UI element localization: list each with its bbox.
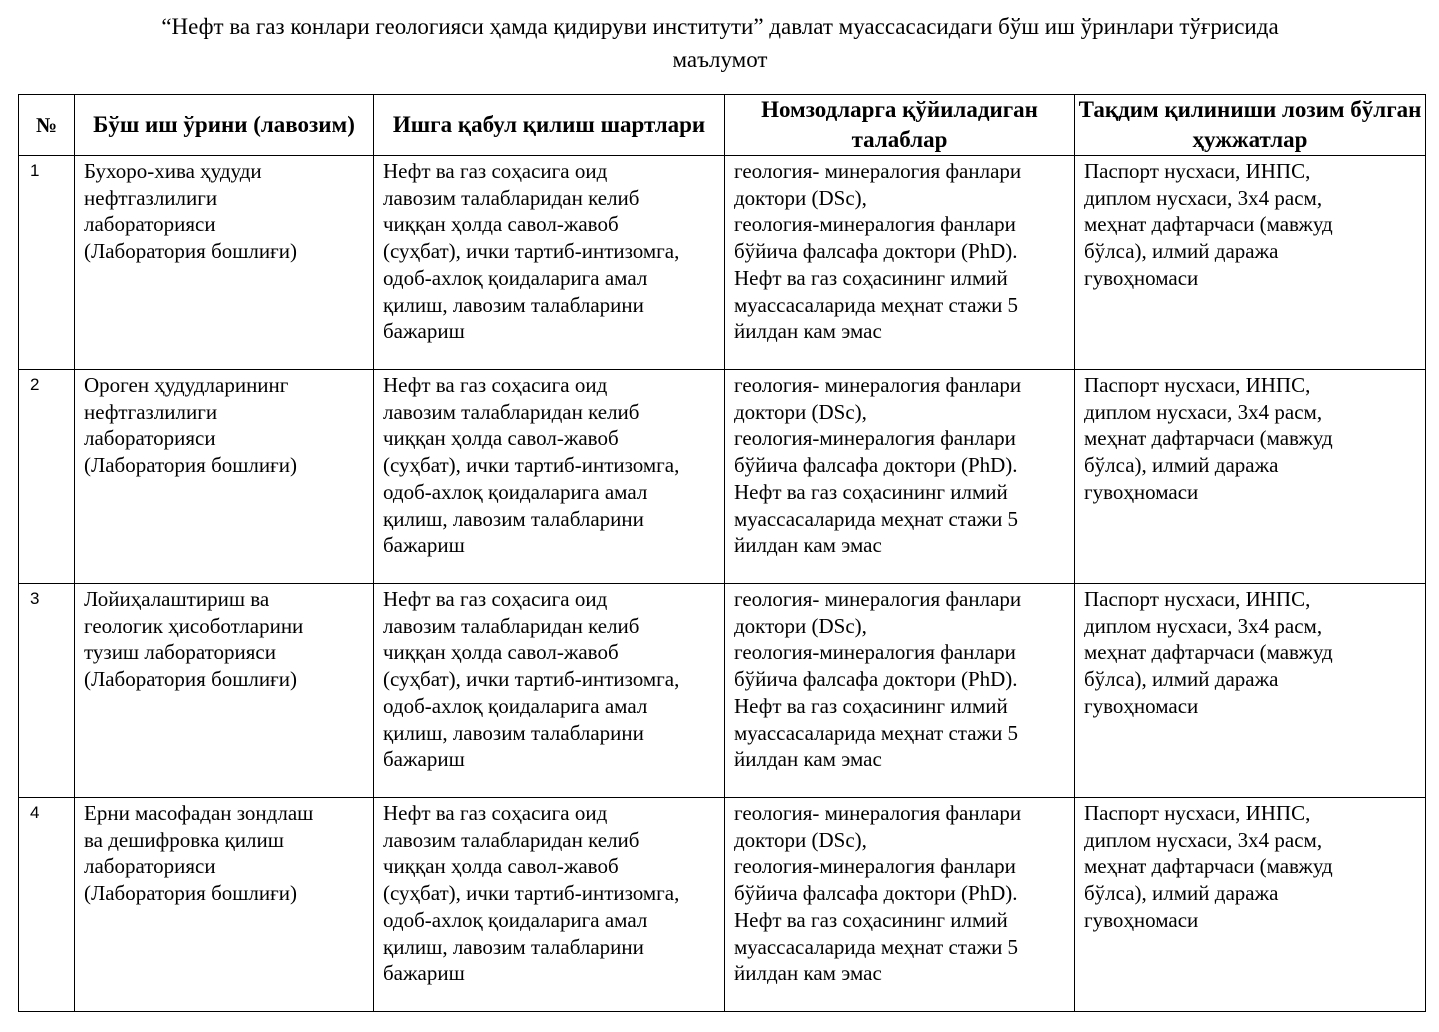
row-documents: Паспорт нусхаси, ИНПС, диплом нусхаси, 3х4 расм, меҳнат дафтарчаси (мавжуд бўлса), илмий даража гувоҳномаси — [1075, 798, 1426, 1012]
row-position: Бухоро-хива ҳудуди нефтгазлилиги лабораторияси (Лаборатория бошлиғи) — [75, 156, 374, 370]
table-row — [19, 370, 1426, 584]
row-position: Ерни масофадан зондлаш ва дешифровка қилиш лабораторияси (Лаборатория бошлиғи) — [75, 798, 374, 1012]
header-number: № — [19, 95, 75, 156]
row-position: Ороген ҳудудларининг нефтгазлилиги лабораторияси (Лаборатория бошлиғи) — [75, 370, 374, 584]
row-documents: Паспорт нусхаси, ИНПС, диплом нусхаси, 3х4 расм, меҳнат дафтарчаси (мавжуд бўлса), илмий даража гувоҳномаси — [1075, 370, 1426, 584]
row-documents: Паспорт нусхаси, ИНПС, диплом нусхаси, 3х4 расм, меҳнат дафтарчаси (мавжуд бўлса), илмий даража гувоҳномаси — [1075, 584, 1426, 798]
row-number: 1 — [19, 156, 75, 370]
row-position: Лойиҳалаштириш ва геологик ҳисоботларини тузиш лабораторияси (Лаборатория бошлиғи) — [75, 584, 374, 798]
table-row — [19, 584, 1426, 798]
document-title — [20, 10, 1420, 76]
row-requirements: геология- минералогия фанлари доктори (DSc), геология-минералогия фанлари бўйича фалсафа доктори (PhD). Нефт ва газ соҳасининг илмий муассасаларида меҳнат стажи 5 йилдан кам эмас — [725, 798, 1075, 1012]
row-number: 3 — [19, 584, 75, 798]
row-conditions: Нефт ва газ соҳасига оид лавозим талабларидан келиб чиққан ҳолда савол-жавоб (суҳбат), ички тартиб-интизомга, одоб-ахлоқ қоидаларига амал қилиш, лавозим талабларини бажариш — [374, 156, 725, 370]
vacancy-table — [18, 94, 1426, 1012]
header-position: Бўш иш ўрини (лавозим) — [75, 95, 374, 156]
row-conditions: Нефт ва газ соҳасига оид лавозим талабларидан келиб чиққан ҳолда савол-жавоб (суҳбат), ички тартиб-интизомга, одоб-ахлоқ қоидаларига амал қилиш, лавозим талабларини бажариш — [374, 584, 725, 798]
table-row — [19, 798, 1426, 1012]
table-row — [19, 156, 1426, 370]
row-requirements: геология- минералогия фанлари доктори (DSc), геология-минералогия фанлари бўйича фалсафа доктори (PhD). Нефт ва газ соҳасининг илмий муассасаларида меҳнат стажи 5 йилдан кам эмас — [725, 584, 1075, 798]
row-documents: Паспорт нусхаси, ИНПС, диплом нусхаси, 3х4 расм, меҳнат дафтарчаси (мавжуд бўлса), илмий даража гувоҳномаси — [1075, 156, 1426, 370]
row-conditions: Нефт ва газ соҳасига оид лавозим талабларидан келиб чиққан ҳолда савол-жавоб (суҳбат), ички тартиб-интизомга, одоб-ахлоқ қоидаларига амал қилиш, лавозим талабларини бажариш — [374, 370, 725, 584]
document-title-line-1: “Нефт ва газ конлари геологияси ҳамда қидируви институти” давлат муассасасидаги бўш иш ўринлари тўғрисида — [161, 14, 1279, 39]
row-requirements: геология- минералогия фанлари доктори (DSc), геология-минералогия фанлари бўйича фалсафа доктори (PhD). Нефт ва газ соҳасининг илмий муассасаларида меҳнат стажи 5 йилдан кам эмас — [725, 156, 1075, 370]
header-documents: Тақдим қилиниши лозим бўлган ҳужжатлар — [1075, 95, 1426, 156]
document-title-line-2: маълумот — [672, 47, 768, 72]
header-requirements: Номзодларга қўйиладиган талаблар — [725, 95, 1075, 156]
header-conditions: Ишга қабул қилиш шартлари — [374, 95, 725, 156]
row-number: 2 — [19, 370, 75, 584]
row-number: 4 — [19, 798, 75, 1012]
row-conditions: Нефт ва газ соҳасига оид лавозим талабларидан келиб чиққан ҳолда савол-жавоб (суҳбат), ички тартиб-интизомга, одоб-ахлоқ қоидаларига амал қилиш, лавозим талабларини бажариш — [374, 798, 725, 1012]
table-header-row — [19, 95, 1426, 156]
row-requirements: геология- минералогия фанлари доктори (DSc), геология-минералогия фанлари бўйича фалсафа доктори (PhD). Нефт ва газ соҳасининг илмий муассасаларида меҳнат стажи 5 йилдан кам эмас — [725, 370, 1075, 584]
